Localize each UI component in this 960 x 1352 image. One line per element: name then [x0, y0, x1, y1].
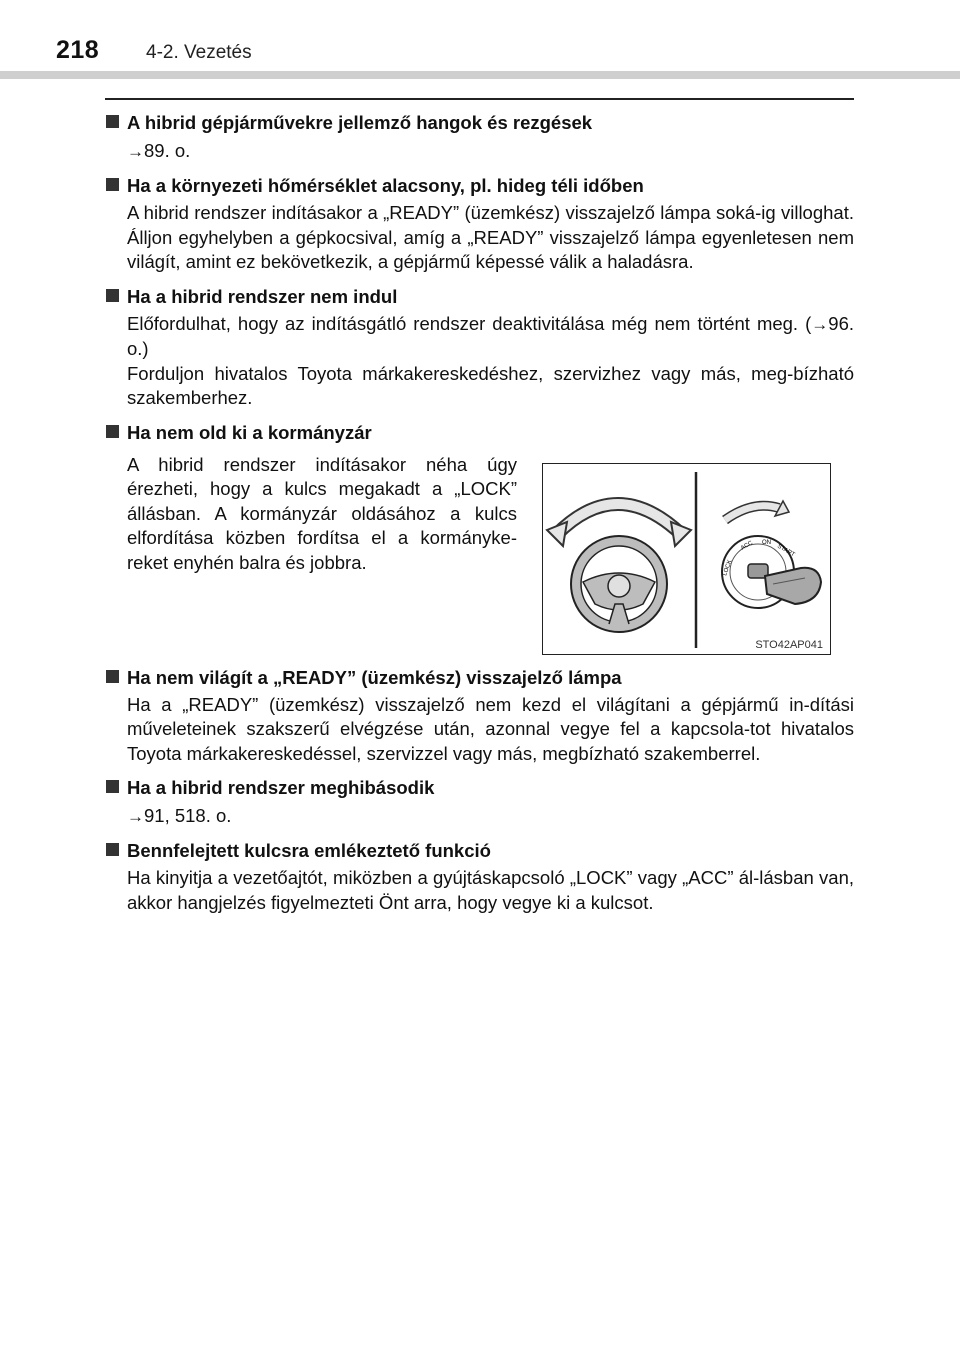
section-title: Ha nem világít a „READY” (üzemkész) visszajelző lámpa [127, 666, 622, 688]
section-title: Ha nem old ki a kormányzár [127, 421, 372, 443]
section-key-reminder [105, 838, 854, 915]
section-body: A hibrid rendszer indításakor a „READY” (üzemkész) visszajelző lámpa soká-ig villoghat. Álljon egyhelyben a gépkocsival, amíg a „READY” visszajelző lámpa egyenletesen nem világít, amint ez bekövetkezik, a gépjármű képessé válik a haladásra. [127, 202, 854, 272]
page-content [105, 110, 854, 924]
section-hybrid-sounds [105, 110, 854, 164]
section-title: Ha a hibrid rendszer meghibásodik [127, 777, 435, 798]
page-reference: 96. o.) [127, 312, 854, 359]
page-header [0, 0, 960, 80]
bullet-square-icon [106, 178, 119, 191]
section-steering-lock [105, 420, 854, 661]
steering-wheel-and-key-drawing [543, 464, 830, 654]
arrow-right-icon: → [127, 142, 144, 161]
bullet-square-icon [106, 670, 119, 683]
arrow-right-icon: → [811, 314, 829, 334]
section-body: Forduljon hivatalos Toyota márkakereskedéshez, szervizhez vagy más, meg-bízható szakemberhez. [127, 362, 854, 408]
figure-code: STO42AP041 [755, 638, 823, 651]
steering-lock-illustration [542, 463, 831, 655]
content-top-rule [105, 98, 854, 100]
switch-label-acc: ACC [740, 539, 754, 552]
page-number: 218 [56, 36, 100, 64]
section-body: A hibrid rendszer indításakor néha úgy érezheti, hogy a kulcs megakadt a „LOCK” állásban. A kormányzár oldásához a kulcs elfordítása közben fordítsa el a kormányke-reket enyhén balra és jobbra. [127, 453, 517, 573]
section-title: Ha a hibrid rendszer nem indul [127, 285, 398, 307]
section-hybrid-malfunction [105, 775, 854, 829]
section-title: Bennfelejtett kulcsra emlékeztető funkció [127, 840, 491, 861]
switch-label-lock: LOCK [722, 558, 734, 577]
section-body: Előfordulhat, hogy az indításgátló rendszer deaktivitálása még nem történt meg. ( [127, 312, 812, 334]
chapter-title: 4-2. Vezetés [146, 42, 252, 63]
switch-label-on: ON [762, 539, 771, 546]
arrow-right-icon: → [127, 807, 144, 826]
section-title: A hibrid gépjárművekre jellemző hangok és rezgések [127, 112, 593, 133]
section-body: Ha a „READY” (üzemkész) visszajelző nem kezd el világítani a gépjármű in-dítási műveleteinek szakszerű elvégzése után, azonnal vegye fel a kapcsola-tot hivatalos Toyota márkakereskedéssel, szervizzel vagy más, megbízható szakemberrel. [127, 693, 854, 764]
bullet-square-icon [106, 843, 119, 856]
header-rule [0, 71, 960, 79]
section-hybrid-not-start [105, 284, 854, 411]
bullet-square-icon [106, 115, 119, 128]
section-body: Ha kinyitja a vezetőajtót, miközben a gyújtáskapcsoló „LOCK” vagy „ACC” ál-lásban van, akkor hangjelzés figyelmezteti Önt arra, hogy vegye ki a kulcsot. [127, 867, 854, 913]
page-reference: 89. o. [144, 140, 191, 161]
section-ready-lamp [105, 665, 854, 767]
bullet-square-icon [106, 289, 119, 302]
section-low-temperature [105, 173, 854, 275]
page-reference: 91, 518. o. [144, 805, 232, 826]
bullet-square-icon [106, 780, 119, 793]
switch-label-start: START [776, 543, 796, 558]
section-title: Ha a környezeti hőmérséklet alacsony, pl. hideg téli időben [127, 175, 644, 196]
bullet-square-icon [106, 425, 119, 438]
